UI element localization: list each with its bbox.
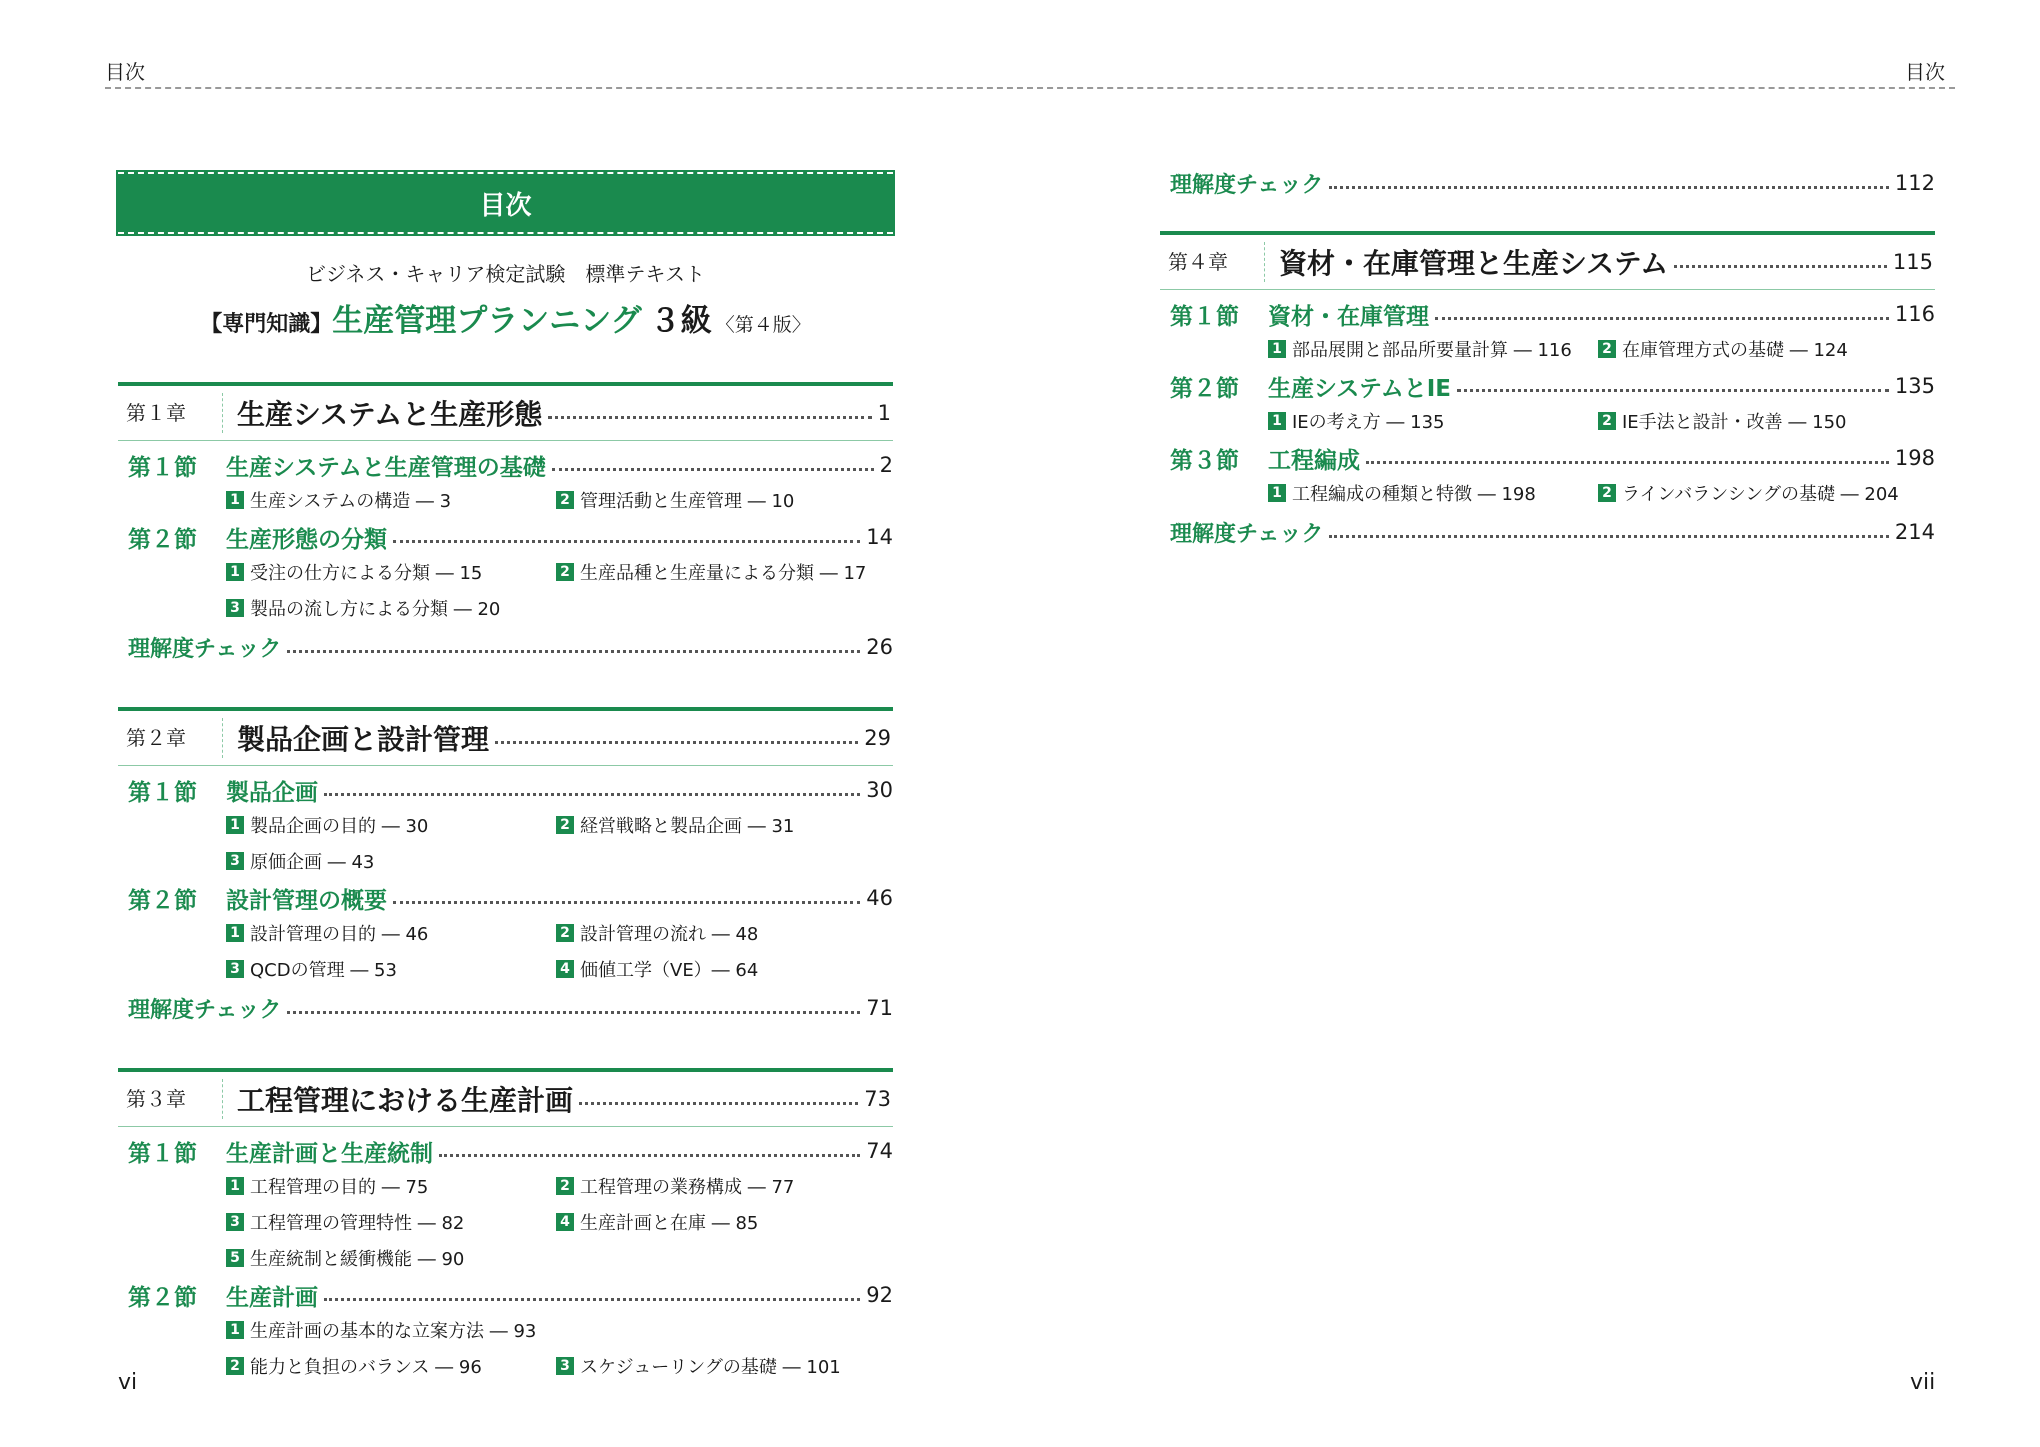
section-title: 製品企画 (226, 779, 318, 806)
subsection-item[interactable] (226, 595, 556, 621)
chapter-title: 生産システムと生産形態 (237, 398, 543, 431)
page-number: 112 (1894, 171, 1935, 195)
subsection-list (118, 1173, 893, 1271)
subsection-list (118, 920, 893, 982)
toc-banner: 目次 (118, 172, 893, 234)
section-entry[interactable] (1160, 368, 1935, 404)
section-title: 工程編成 (1268, 447, 1360, 474)
page-number: 29 (864, 726, 891, 750)
page-number: 46 (866, 886, 893, 910)
subsection-text: 生産統制と緩衝機能 ― 90 (250, 1249, 465, 1270)
subsection-list (1160, 408, 1935, 434)
number-badge: 3 (226, 599, 244, 617)
number-badge: 1 (1268, 340, 1286, 358)
section-title: 理解度チェック (128, 636, 282, 662)
subsection-text: QCDの管理 ― 53 (250, 960, 397, 981)
section-title: 生産計画と生産統制 (226, 1140, 433, 1167)
chapter-number: 第３章 (118, 1079, 223, 1119)
subsection-item[interactable] (1268, 480, 1598, 506)
leader-dots (287, 1011, 860, 1014)
subsection-list (118, 559, 893, 621)
book-edition: 〈第４版〉 (715, 314, 811, 336)
subsection-item[interactable] (226, 1209, 556, 1235)
section-title: 生産計画 (226, 1284, 318, 1311)
subsection-item[interactable] (556, 1173, 886, 1199)
page-number: 71 (866, 996, 893, 1020)
book-prefix: 【専門知識】 (200, 312, 333, 337)
leader-dots (495, 741, 858, 744)
left-page (118, 172, 893, 1381)
book-name: 生産管理プランニング (332, 303, 642, 339)
page-number: 92 (866, 1283, 893, 1307)
section-title: 生産システムとIE (1268, 375, 1451, 402)
subsection-item[interactable] (226, 920, 556, 946)
section-number: 第１節 (1170, 303, 1239, 330)
number-badge: 2 (1598, 412, 1616, 430)
page-number: 73 (864, 1087, 891, 1111)
number-badge: 1 (1268, 484, 1286, 502)
chapter-number: 第２章 (118, 718, 223, 758)
page-number: 135 (1894, 374, 1935, 398)
subsection-item[interactable] (1598, 480, 1928, 506)
subsection-text: 受注の仕方による分類 ― 15 (250, 563, 483, 584)
section-entry[interactable] (118, 880, 893, 916)
subsection-item[interactable] (226, 1353, 556, 1379)
section-number: 第２節 (128, 887, 197, 914)
number-badge: 4 (556, 1213, 574, 1231)
subsection-text: 設計管理の目的 ― 46 (250, 924, 429, 945)
leader-dots (1435, 317, 1889, 320)
leader-dots (552, 468, 874, 471)
subsection-item[interactable] (1268, 408, 1598, 434)
number-badge: 2 (556, 1177, 574, 1195)
book-series: ビジネス・キャリア検定試験 標準テキスト (306, 262, 705, 286)
subsection-text: ラインバランシングの基礎 ― 204 (1622, 484, 1899, 505)
subsection-item[interactable] (226, 559, 556, 585)
leader-dots (1366, 461, 1889, 464)
subsection-item[interactable] (226, 487, 556, 513)
leader-dots (324, 1298, 860, 1301)
number-badge: 2 (556, 563, 574, 581)
subsection-text: 価値工学（VE）― 64 (580, 960, 759, 981)
section-entry[interactable] (118, 1133, 893, 1169)
leader-dots (1674, 265, 1887, 268)
subsection-text: スケジューリングの基礎 ― 101 (580, 1357, 841, 1378)
number-badge: 1 (226, 1321, 244, 1339)
number-badge: 1 (226, 1177, 244, 1195)
section-entry[interactable] (1160, 440, 1935, 476)
page-number: 1 (877, 401, 891, 425)
chapter-3 (118, 1068, 893, 1379)
page-number: 214 (1894, 520, 1935, 544)
section-entry[interactable] (118, 447, 893, 483)
number-badge: 1 (226, 563, 244, 581)
number-badge: 2 (556, 491, 574, 509)
section-entry[interactable] (118, 772, 893, 808)
section-entry[interactable] (118, 519, 893, 555)
section-number: 第２節 (1170, 375, 1239, 402)
header-divider (105, 87, 1955, 89)
page-number: 30 (866, 778, 893, 802)
chapter-number: 第４章 (1160, 242, 1265, 282)
subsection-text: 原価企画 ― 43 (250, 852, 375, 873)
number-badge: 3 (226, 1213, 244, 1231)
subsection-item[interactable] (226, 1173, 556, 1199)
book-title (118, 295, 893, 340)
number-badge: 4 (556, 960, 574, 978)
section-number: 第１節 (128, 454, 197, 481)
subsection-text: 管理活動と生産管理 ― 10 (580, 491, 795, 512)
chapter-1 (118, 382, 893, 665)
number-badge: 3 (556, 1357, 574, 1375)
chapter-title: 工程管理における生産計画 (237, 1084, 574, 1117)
subsection-text: 工程編成の種類と特徴 ― 198 (1292, 484, 1536, 505)
subsection-item[interactable] (1598, 408, 1928, 434)
page-number-right: vii (1910, 1370, 1936, 1395)
number-badge: 3 (226, 960, 244, 978)
running-header-right: 目次 (1905, 60, 1945, 84)
number-badge: 2 (556, 924, 574, 942)
subsection-text: 能力と負担のバランス ― 96 (250, 1357, 482, 1378)
page-number-left: vi (118, 1370, 138, 1395)
subsection-item[interactable] (226, 812, 556, 838)
subsection-list (118, 1353, 893, 1379)
section-number: 第２節 (128, 526, 197, 553)
subsection-list (118, 487, 893, 513)
leader-dots (1457, 389, 1889, 392)
running-header-left: 目次 (105, 60, 145, 84)
subsection-item[interactable] (226, 848, 556, 874)
chapter-heading[interactable] (1160, 231, 1935, 290)
section-number: 第３節 (1170, 447, 1239, 474)
chapter-heading[interactable] (118, 707, 893, 766)
leader-dots (324, 793, 860, 796)
section-title: 理解度チェック (128, 997, 282, 1023)
section-number: 第１節 (128, 779, 197, 806)
page-number: 115 (1892, 250, 1933, 274)
subsection-list (118, 812, 893, 874)
number-badge: 2 (556, 816, 574, 834)
book-grade: ３級 (649, 303, 712, 339)
leader-dots (548, 416, 871, 419)
subsection-text: 設計管理の流れ ― 48 (580, 924, 759, 945)
review-check-entry[interactable] (1160, 514, 1935, 550)
number-badge: 1 (226, 491, 244, 509)
page-number: 26 (866, 635, 893, 659)
right-page (1160, 165, 1935, 550)
subsection-text: 工程管理の管理特性 ― 82 (250, 1213, 465, 1234)
section-title: 生産システムと生産管理の基礎 (226, 454, 546, 481)
subsection-text: 部品展開と部品所要量計算 ― 116 (1292, 340, 1572, 361)
chapter-heading[interactable] (118, 1068, 893, 1127)
subsection-text: 製品企画の目的 ― 30 (250, 816, 429, 837)
section-title: 設計管理の概要 (226, 887, 387, 914)
section-title: 生産形態の分類 (226, 526, 387, 553)
number-badge: 2 (226, 1357, 244, 1375)
leader-dots (393, 540, 860, 543)
leader-dots (393, 901, 860, 904)
chapter-heading[interactable] (118, 382, 893, 441)
chapter-title: 製品企画と設計管理 (237, 723, 490, 756)
subsection-item[interactable] (556, 956, 886, 982)
chapter-2 (118, 707, 893, 1026)
section-number: 第２節 (128, 1284, 197, 1311)
number-badge: 5 (226, 1249, 244, 1267)
number-badge: 1 (226, 924, 244, 942)
leader-dots (1329, 535, 1889, 538)
subsection-item[interactable] (556, 559, 886, 585)
subsection-text: 生産システムの構造 ― 3 (250, 491, 452, 512)
chapter-4 (1160, 231, 1935, 550)
chapter-number: 第１章 (118, 393, 223, 433)
subsection-item[interactable] (226, 1317, 886, 1343)
subsection-item[interactable] (1598, 336, 1928, 362)
subsection-text: 生産計画の基本的な立案方法 ― 93 (250, 1321, 537, 1342)
leader-dots (579, 1102, 858, 1105)
subsection-item[interactable] (556, 1209, 886, 1235)
number-badge: 3 (226, 852, 244, 870)
chapter-title: 資材・在庫管理と生産システム (1279, 247, 1669, 280)
number-badge: 2 (1598, 340, 1616, 358)
subsection-item[interactable] (226, 1245, 556, 1271)
subsection-list (1160, 480, 1935, 506)
leader-dots (1329, 186, 1889, 189)
subsection-text: 工程管理の目的 ― 75 (250, 1177, 429, 1198)
subsection-item[interactable] (556, 920, 886, 946)
subsection-item[interactable] (1268, 336, 1598, 362)
subsection-item[interactable] (556, 1353, 886, 1379)
subsection-item[interactable] (556, 812, 886, 838)
leader-dots (287, 650, 860, 653)
review-check-entry[interactable] (1160, 165, 1935, 201)
number-badge: 1 (226, 816, 244, 834)
subsection-list (118, 1317, 893, 1343)
section-number: 第１節 (128, 1140, 197, 1167)
subsection-text: 生産品種と生産量による分類 ― 17 (580, 563, 867, 584)
subsection-text: IE手法と設計・改善 ― 150 (1622, 412, 1847, 433)
subsection-text: 工程管理の業務構成 ― 77 (580, 1177, 795, 1198)
review-check-entry[interactable] (118, 990, 893, 1026)
page-number: 14 (866, 525, 893, 549)
subsection-text: 在庫管理方式の基礎 ― 124 (1622, 340, 1848, 361)
section-entry[interactable] (118, 1277, 893, 1313)
subsection-text: 経営戦略と製品企画 ― 31 (580, 816, 795, 837)
page-number: 2 (879, 453, 893, 477)
subsection-item[interactable] (226, 956, 556, 982)
section-title: 資材・在庫管理 (1268, 303, 1429, 330)
section-title: 理解度チェック (1170, 521, 1324, 547)
number-badge: 1 (1268, 412, 1286, 430)
section-entry[interactable] (1160, 296, 1935, 332)
leader-dots (439, 1154, 860, 1157)
subsection-text: IEの考え方 ― 135 (1292, 412, 1445, 433)
subsection-text: 生産計画と在庫 ― 85 (580, 1213, 759, 1234)
subsection-list (1160, 336, 1935, 362)
subsection-item[interactable] (556, 487, 886, 513)
page-number: 198 (1894, 446, 1935, 470)
review-check-entry[interactable] (118, 629, 893, 665)
page-number: 74 (866, 1139, 893, 1163)
section-title: 理解度チェック (1170, 172, 1324, 198)
page-number: 116 (1894, 302, 1935, 326)
subsection-text: 製品の流し方による分類 ― 20 (250, 599, 501, 620)
number-badge: 2 (1598, 484, 1616, 502)
